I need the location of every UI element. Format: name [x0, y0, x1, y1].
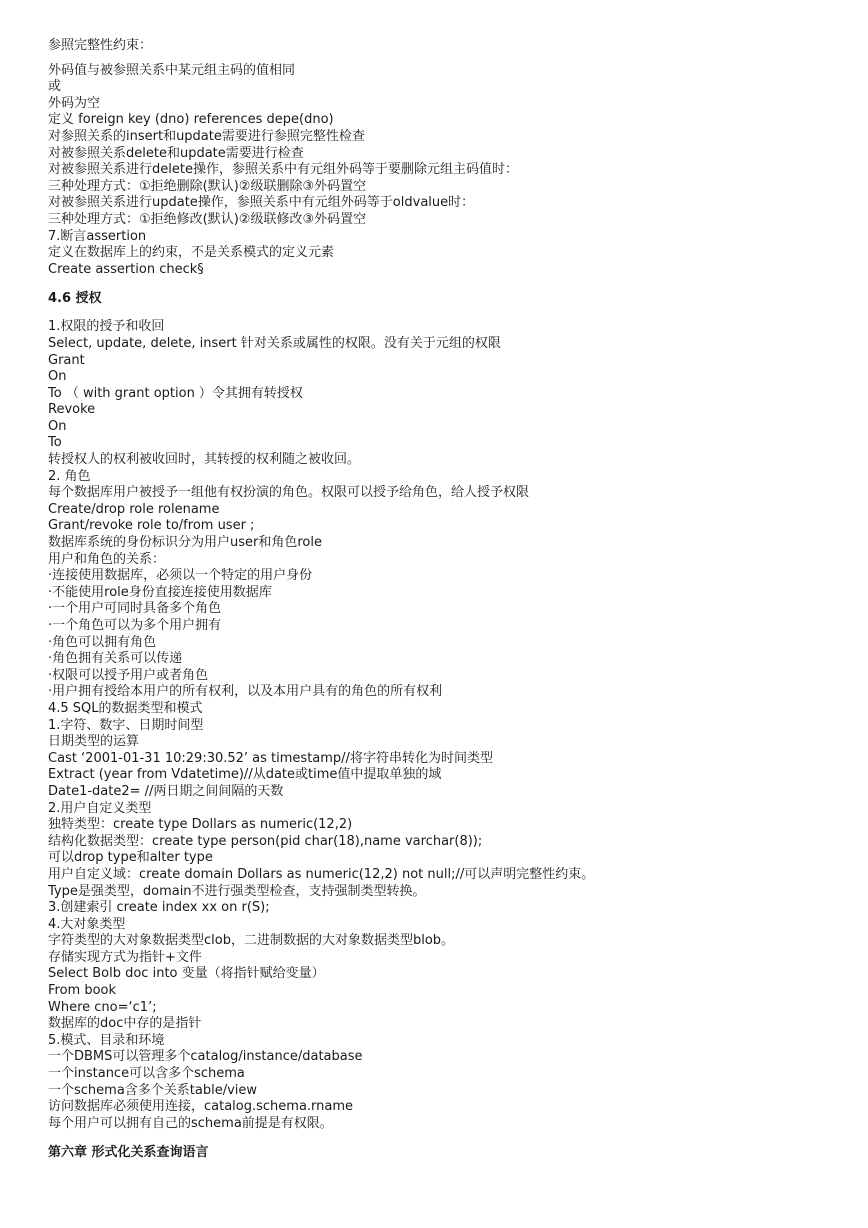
text-line: 1.权限的授予和收回	[48, 319, 165, 335]
text-line: 一个DBMS可以管理多个catalog/instance/database	[48, 1049, 363, 1065]
text-line: 对参照关系的insert和update需要进行参照完整性检查	[48, 128, 365, 144]
text-line: ·权限可以授予用户或者角色	[48, 667, 209, 683]
text-line: Select Bolb doc into 变量（将指针赋给变量）	[48, 966, 325, 982]
text-line: 数据库的doc中存的是指针	[48, 1016, 202, 1032]
text-line: 每个用户可以拥有自己的schema前提是有权限。	[48, 1115, 333, 1131]
text-line: 数据库系统的身份标识分为用户user和角色role	[48, 535, 322, 551]
text-line: Type是强类型，domain不进行强类型检查，支持强制类型转换。	[48, 883, 426, 899]
text-line: 7.断言assertion	[48, 228, 147, 244]
text-line: To	[48, 435, 62, 451]
text-line: Grant	[48, 352, 85, 368]
spacer	[48, 278, 848, 290]
text-line: 存储实现方式为指针+文件	[48, 949, 202, 965]
text-line: 或	[48, 79, 62, 95]
section-heading-authorization: 4.6 授权	[48, 291, 102, 307]
text-line: 对被参照关系进行delete操作，参照关系中有元组外码等于要删除元组主码值时：	[48, 162, 518, 178]
text-line: 对被参照关系delete和update需要进行检查	[48, 145, 304, 161]
text-line: Create/drop role rolename	[48, 501, 220, 517]
spacer	[48, 55, 848, 63]
block-referential-intro	[48, 38, 848, 55]
text-line: 参照完整性约束：	[48, 38, 153, 53]
block-referential-rules	[48, 63, 848, 279]
spacer	[48, 307, 848, 319]
chapter-heading-six: 第六章 形式化关系查询语言	[48, 1145, 209, 1161]
text-line: 三种处理方式：①拒绝修改(默认)②级联修改③外码置空	[48, 211, 367, 227]
text-line: 2.用户自定义类型	[48, 800, 152, 816]
block-authorization-and-types	[48, 319, 848, 1132]
text-line: 定义 foreign key (dno) references depe(dno)	[48, 112, 334, 128]
text-line: Cast ‘2001-01-31 10:29:30.52’ as timestamp//将字符串转化为时间类型	[48, 750, 493, 766]
text-line: 1.字符、数字、日期时间型	[48, 717, 204, 733]
text-line: 日期类型的运算	[48, 734, 140, 750]
text-line: Create assertion check§	[48, 261, 204, 277]
text-line: Where cno=‘c1’;	[48, 999, 157, 1015]
text-line: 对被参照关系进行update操作，参照关系中有元组外码等于oldvalue时：	[48, 195, 475, 211]
spacer	[48, 1132, 848, 1144]
text-line: 三种处理方式：①拒绝删除(默认)②级联删除③外码置空	[48, 178, 367, 194]
text-line: 2. 角色	[48, 468, 91, 484]
text-line: ·角色拥有关系可以传递	[48, 651, 183, 667]
text-line: On	[48, 369, 67, 385]
text-line: 字符类型的大对象数据类型clob，二进制数据的大对象数据类型blob。	[48, 933, 455, 949]
document-page	[48, 38, 848, 1161]
text-line: 4.5 SQL的数据类型和模式	[48, 700, 203, 716]
text-line: 定义在数据库上的约束，不是关系模式的定义元素	[48, 245, 335, 261]
text-line: ·一个用户可同时具备多个角色	[48, 601, 222, 617]
text-line: ·连接使用数据库，必须以一个特定的用户身份	[48, 568, 313, 584]
text-line: ·不能使用role身份直接连接使用数据库	[48, 584, 272, 600]
text-line: 4.大对象类型	[48, 916, 126, 932]
text-line: Revoke	[48, 402, 96, 418]
text-line: Grant/revoke role to/from user ;	[48, 518, 255, 534]
text-line: Extract (year from Vdatetime)//从date或time值中提取单独的域	[48, 767, 442, 783]
text-line: Select, update, delete, insert 针对关系或属性的权限。没有关于元组的权限	[48, 335, 501, 351]
text-line: To （ with grant option ）令其拥有转授权	[48, 385, 303, 401]
text-line: 独特类型：create type Dollars as numeric(12,2)	[48, 817, 353, 833]
text-line: 一个schema含多个关系table/view	[48, 1082, 258, 1098]
text-line: On	[48, 418, 67, 434]
text-line: Date1-date2= //两日期之间间隔的天数	[48, 783, 284, 799]
text-line: ·角色可以拥有角色	[48, 634, 157, 650]
text-line: 外码为空	[48, 95, 101, 111]
text-line: 3.创建索引 create index xx on r(S);	[48, 900, 270, 916]
text-line: From book	[48, 983, 117, 999]
text-line: 转授权人的权利被收回时，其转授的权利随之被收回。	[48, 452, 361, 468]
text-line: ·一个角色可以为多个用户拥有	[48, 618, 222, 633]
text-line: 外码值与被参照关系中某元组主码的值相同	[48, 62, 296, 78]
text-line: 一个instance可以含多个schema	[48, 1066, 245, 1082]
text-line: 访问数据库必须使用连接，catalog.schema.rname	[48, 1099, 354, 1115]
text-line: 5.模式、目录和环境	[48, 1032, 165, 1048]
text-line: 用户自定义域：create domain Dollars as numeric(12,2) not null;//可以声明完整性约束。	[48, 866, 595, 882]
text-line: 可以drop type和alter type	[48, 850, 213, 866]
text-line: 结构化数据类型：create type person(pid char(18),name varchar(8));	[48, 833, 483, 849]
text-line: 每个数据库用户被授予一组他有权扮演的角色。权限可以授予给角色，给人授予权限	[48, 485, 530, 501]
text-line: ·用户拥有授给本用户的所有权利，以及本用户具有的角色的所有权利	[48, 684, 443, 700]
text-line: 用户和角色的关系：	[48, 551, 166, 567]
